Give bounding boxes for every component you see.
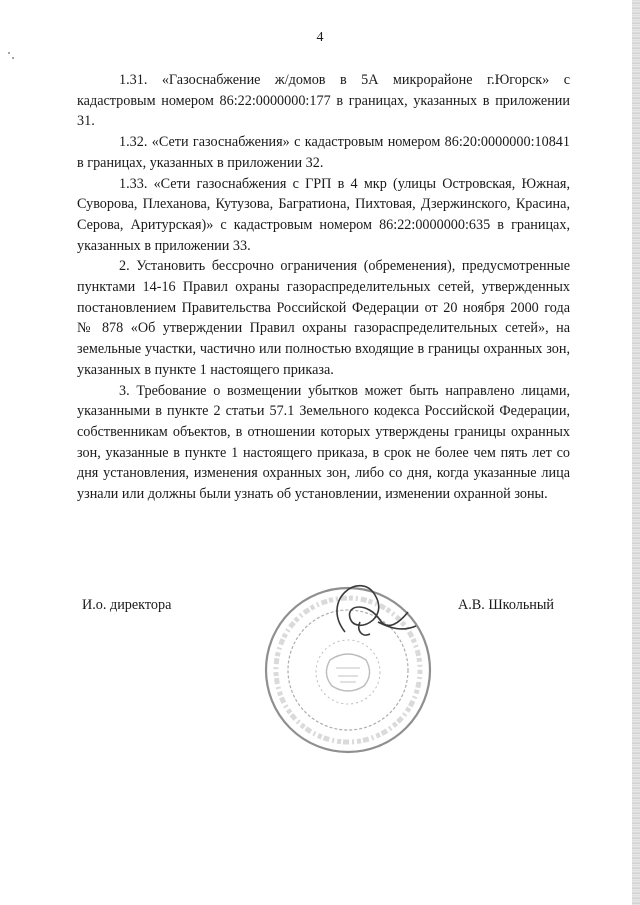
paragraph-1-31: 1.31. «Газоснабжение ж/домов в 5А микрорайоне г.Югорск» с кадастровым номером 86:22:0000000:177 в границах, указанных в приложении 31. (77, 72, 570, 130)
seal-outer-ring (266, 588, 430, 752)
signatory-role: И.о. директора (82, 597, 172, 613)
paragraph-1-32: 1.32. «Сети газоснабжения» с кадастровым номером 86:20:0000000:10841 в границах, указанных в приложении 32. (77, 134, 570, 171)
official-seal (250, 560, 450, 760)
signatory-name: А.В. Школьный (458, 597, 555, 613)
document-body (77, 70, 570, 505)
paragraph-3: 3. Требование о возмещении убытков может быть направлено лицами, указанными в пункте 2 статьи 57.1 Земельного кодекса Российской Федерации, собственникам объектов, в отношении которых утверждены границы охранных зон, указанные в пункте 1 настоящего приказа, в срок не более чем пять лет со дня установления, изменения охранных зон, либо со дня, когда указанные лица узнали или должны были узнать об установлении, изменении охранной зоны. (77, 382, 570, 503)
seal-inner-ring (288, 610, 408, 730)
scan-speck (12, 57, 14, 59)
paragraph-2: 2. Установить бессрочно ограничения (обременения), предусмотренные пунктами 14-16 Правил охраны газораспределительных сетей, утвержденных постановлением Правительства Российской Федерации от 20 ноября 2000 года № 878 «Об утверждении Правил охраны газораспределительных сетей», на земельные участки, частично или полностью входящие в границы охранных зон, указанных в пункте 1 настоящего приказа. (77, 258, 570, 378)
scan-speck (8, 52, 10, 54)
paragraph-1-33: 1.33. «Сети газоснабжения с ГРП в 4 мкр (улицы Островская, Южная, Суворова, Плеханова, Кутузова, Багратиона, Пихтовая, Дзержинского, Красина, Серова, Аритурская)» с кадастровым номером 86:22:0000000:635 в границах, указанных в приложении 33. (77, 175, 570, 254)
scan-edge (632, 0, 640, 905)
seal-emblem-detail (336, 668, 360, 682)
seal-center-ring (316, 640, 380, 704)
page-number: 4 (316, 30, 324, 45)
seal-ring-text (276, 598, 420, 742)
seal-emblem (326, 654, 369, 691)
